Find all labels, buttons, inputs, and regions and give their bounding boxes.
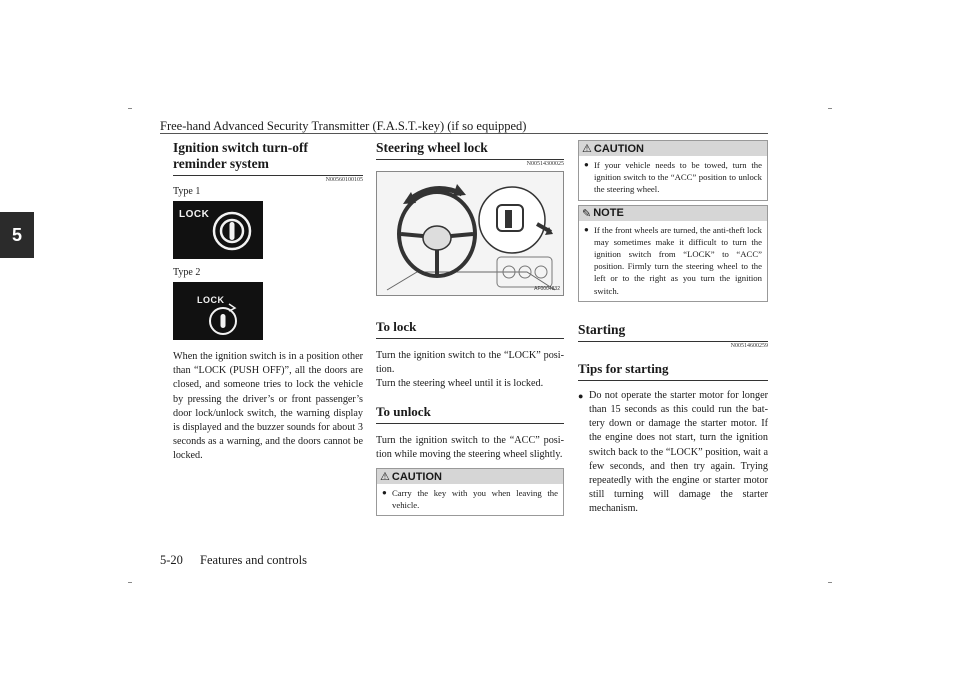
warning-triangle-icon: ⚠ [380,471,390,484]
left-column [173,140,363,464]
warning-triangle-icon: ⚠ [582,143,592,155]
bullet-icon: ● [382,488,387,498]
note-header [579,206,767,221]
chapter-tab: 5 [0,212,34,258]
subheading-to-lock: To lock [376,319,564,339]
running-header: Free-hand Advanced Security Transmitter (F.A.S.T.-key) (if so equipped) [160,119,527,133]
caution-header [377,469,563,484]
key-ring-icon [203,300,243,338]
crop-mark [128,582,132,583]
figure-code: AF0004832 [534,286,560,292]
caution-header [579,141,767,156]
note-box [578,205,768,302]
section-code: N00514600259 [730,342,768,349]
caution-box-key [376,468,564,516]
footer-section-title: Features and controls [200,553,307,567]
type1-warning-display [173,201,263,259]
steering-wheel-illustration [376,171,564,296]
key-ring-icon [207,206,257,256]
to-lock-step1: Turn the ignition switch to the “LOCK” posi-tion. [376,350,564,376]
crop-mark [128,108,132,109]
middle-column [376,140,564,516]
section-heading-steering-lock: Steering wheel lock [376,140,564,160]
crop-mark [828,108,832,109]
bullet-icon: ● [584,224,589,234]
type2-label: Type 2 [173,267,201,278]
type2-lock-text: LOCK [197,295,225,305]
steering-wheel-drawing [377,172,564,296]
page-footer [160,553,321,568]
crop-mark [828,582,832,583]
subheading-to-unlock: To unlock [376,404,564,424]
section-code: N00514300025 [526,161,564,167]
note-pencil-icon: ✎ [582,207,592,220]
to-unlock-text: Turn the ignition switch to the “ACC” posi-tion while moving the steering wheel slightly. [376,434,564,460]
caution-title: CAUTION [391,470,442,483]
type1-lock-text: LOCK [179,209,210,220]
reminder-description: When the ignition switch is in a position other than “LOCK (PUSH OFF)”, all the doors are closed, and someone tries to lock the vehicle by pressing the driver’s or front passenger’s door lock/unlock switch, the warning display is displayed and the buzzer sounds for about 3 seconds as a warning, and the doors cannot be locked. [173,351,363,462]
note-title: NOTE [593,207,624,220]
list-item: ● If your vehicle needs to be towed, turn the ignition switch to the “ACC” position to unlock the steering wheel. [584,160,762,195]
list-item: ● If the front wheels are turned, the anti-theft lock may sometimes make it difficult to turn the ignition switch from “LOCK” to “ACC” position. Firmly turn the steering wheel to the left or to the right as you turn the ignition switch. [584,224,762,296]
right-column [578,140,768,517]
header-rule [160,133,768,134]
list-item: ● Do not operate the starter motor for longer than 15 seconds as this could run the bat-tery down or damage the starter motor. If the engine does not start, turn the ignition switch back to the “LOCK” position, wait a few seconds, and then try again. Trying repeatedly with the engine or starter motor still turning will damage the starter mechanism. [578,389,768,517]
page-number: 5-20 [160,553,183,567]
bullet-icon: ● [578,390,584,401]
list-item: ● Carry the key with you when leaving the vehicle. [382,488,558,511]
bullet-icon: ● [584,160,589,169]
type2-warning-display [173,282,263,340]
caution-box-towing [578,140,768,201]
caution-body [579,156,767,200]
section-heading-turn-off-reminder: Ignition switch turn-off reminder system [173,140,363,176]
type1-label: Type 1 [173,186,201,197]
caution-title: CAUTION [593,142,644,155]
section-code: N00560100105 [325,177,363,183]
note-body [579,221,767,301]
section-heading-starting: Starting [578,322,768,342]
to-lock-step2: Turn the steering wheel until it is locked. [376,378,544,390]
caution-body [377,484,563,515]
subheading-tips-for-starting: Tips for starting [578,361,768,381]
